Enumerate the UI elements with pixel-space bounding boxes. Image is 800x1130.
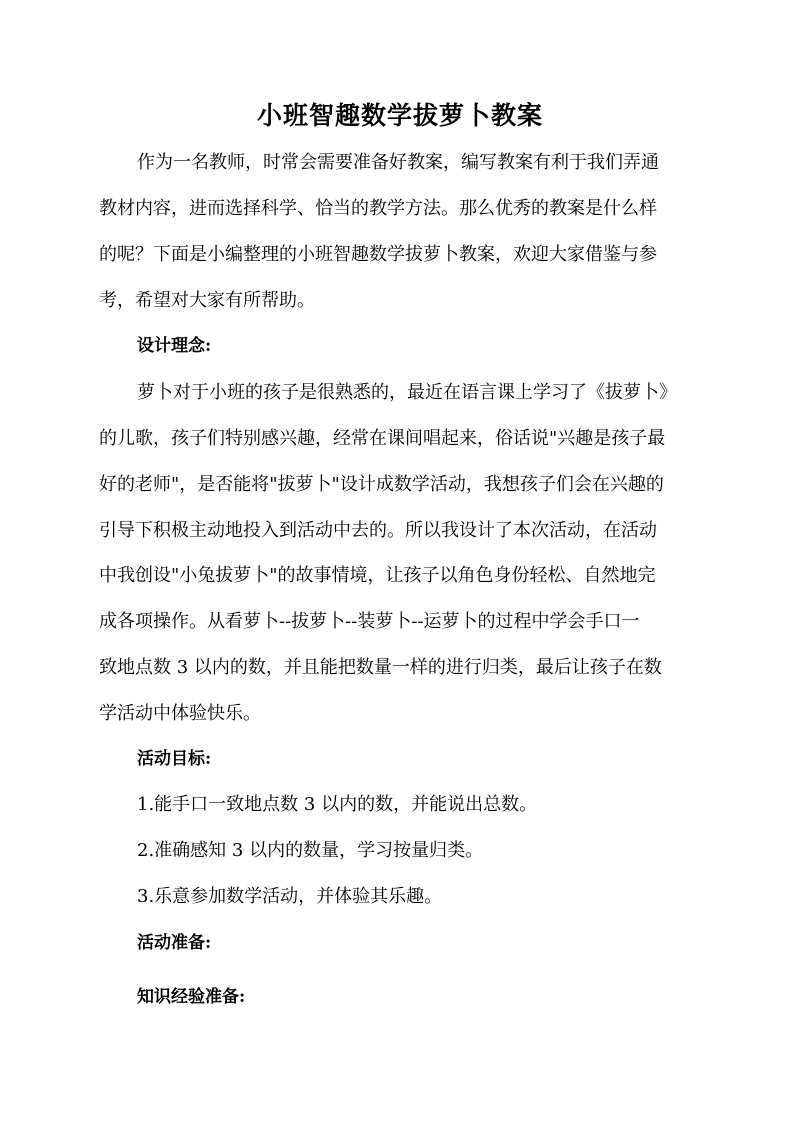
design-concept-line: 学活动中体验快乐。 [99,703,261,724]
knowledge-preparation-heading: 知识经验准备: [137,987,246,1007]
design-concept-line: 中我创设"小兔拔萝卜"的故事情境，让孩子以角色身份轻松、自然地完 [99,565,656,586]
design-concept-line: 致地点数 3 以内的数，并且能把数量一样的进行归类，最后让孩子在数 [99,657,662,678]
preparation-heading: 活动准备: [137,933,212,953]
intro-line: 作为一名教师，时常会需要准备好教案，编写教案有利于我们弄通 [137,152,659,173]
document-title: 小班智趣数学拔萝卜教案 [256,101,543,130]
design-concept-line: 成各项操作。从看萝卜--拔萝卜--装萝卜--运萝卜的过程中学会手口一 [99,611,640,632]
intro-line: 的呢？下面是小编整理的小班智趣数学拔萝卜教案，欢迎大家借鉴与参 [99,244,657,265]
intro-line: 教材内容，进而选择科学、恰当的教学方法。那么优秀的教案是什么样 [99,198,657,219]
design-concept-line: 好的老师"，是否能将"拔萝卜"设计成数学活动，我想孩子们会在兴趣的 [99,474,664,495]
goals-heading: 活动目标: [137,749,212,769]
design-concept-line: 引导下积极主动地投入到活动中去的。所以我设计了本次活动，在活动 [99,520,657,541]
goal-item: 1.能手口一致地点数 3 以内的数，并能说出总数。 [137,794,538,815]
design-concept-line: 的儿歌，孩子们特别感兴趣，经常在课间唱起来，俗话说"兴趣是孩子最 [99,428,666,449]
intro-line: 考，希望对大家有所帮助。 [99,290,315,311]
design-concept-line: 萝卜对于小班的孩子是很熟悉的，最近在语言课上学习了《拔萝卜》 [137,382,677,403]
goal-item: 2.准确感知 3 以内的数量，学习按量归类。 [137,840,484,861]
goal-item: 3.乐意参加数学活动，并体验其乐趣。 [137,886,443,907]
design-concept-heading: 设计理念: [137,336,212,356]
